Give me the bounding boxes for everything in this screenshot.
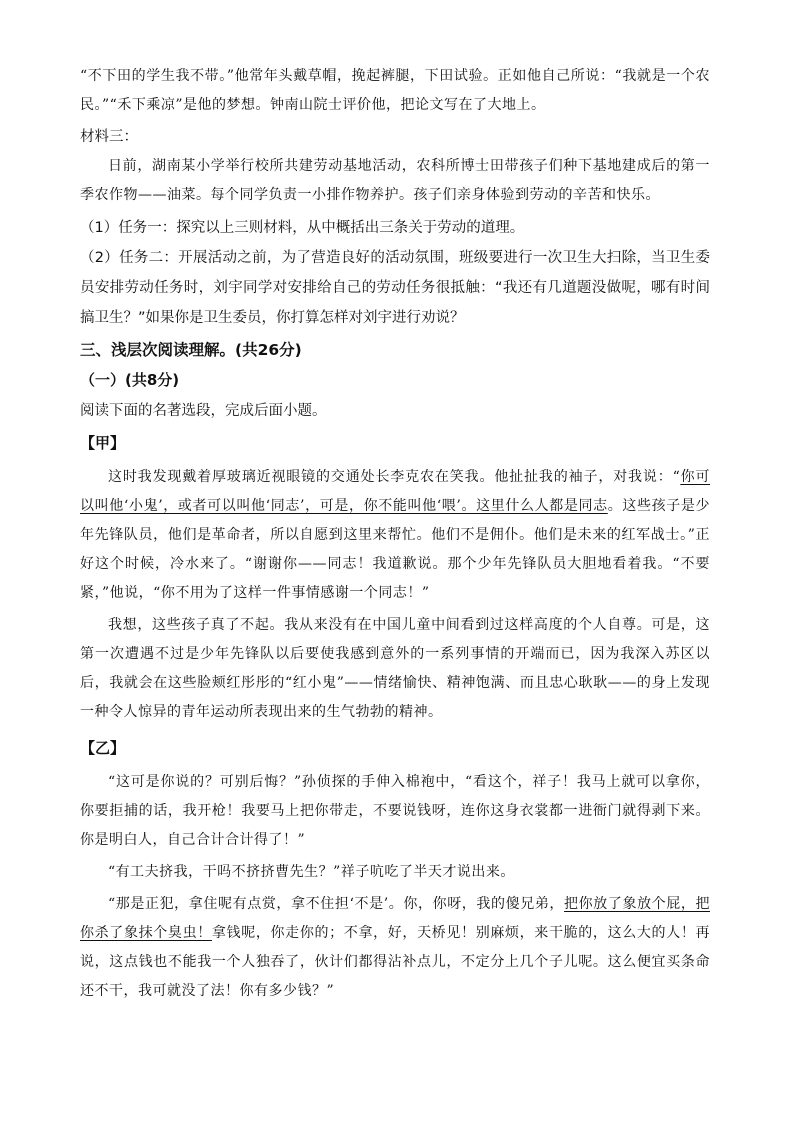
yi-text-b: 拿钱呢，你走你的；不拿，好，天桥见！别麻烦，来干脆的，这么大的人！再说，这点钱也不能我一个人独吞了，伙计们都得沾补点儿，不定分上几个子儿呢。这么便宜买条命还不干，我可就没了法！你有多少钱？” — [80, 925, 711, 999]
material-3-label: 材料三： — [80, 129, 138, 145]
task-2: （2）任务二：开展活动之前，为了营造良好的活动氛围，班级要进行一次卫生大扫除，当卫生委员安排劳动任务时，刘宇同学对安排给自己的劳动任务很抵触：“我还有几道题没做呢，哪有时间搞卫生？”如果你是卫生委员，你打算怎样对刘宇进行劝说？ — [80, 250, 710, 326]
section-3-title: 三、浅层次阅读理解。(共26分) — [80, 341, 302, 359]
paragraph-yuan-longping: “不下田的学生我不带。”他常年头戴草帽，挽起裤腿，下田试验。正如他自己所说：“我就是一个农民。”“禾下乘凉”是他的梦想。钟南山院士评价他，把论文写在了大地上。 — [80, 68, 710, 113]
excerpt-yi-paragraph-2: “有工夫挤我，干吗不挤挤曹先生？”祥子吭吃了半天才说出来。 — [108, 864, 515, 880]
excerpt-yi-paragraph-1: “这可是你说的？可别后悔？”孙侦探的手伸入棉袍中，“看这个，祥子！我马上就可以拿你，你要拒捕的话，我开枪！我要马上把你带走，不要说钱呀，连你这身衣裳都一进衙门就得剥下来。你是明白人，自己合计合计得了！” — [80, 774, 710, 848]
subsection-1-title: （一）(共8分) — [80, 371, 180, 389]
excerpt-yi-paragraph-3 — [80, 890, 710, 1006]
excerpt-jia-paragraph-1 — [80, 463, 710, 608]
jia-text-a: 这时我发现戴着厚玻璃近视眼镜的交通处长李克农在笑我。他扯扯我的袖子，对我说：“ — [108, 469, 681, 485]
yi-text-a: “那是正犯，拿住呢有点赏，拿不住担‘不是’。你，你呀，我的傻兄弟， — [108, 896, 565, 912]
task-1: （1）任务一：探究以上三则材料，从中概括出三条关于劳动的道理。 — [80, 220, 525, 236]
jia-text-b: 。这些孩子是少年先锋队员，他们是革命者，所以自愿到这里来帮忙。他们不是佣仆。他们是未来的红军战士。”正好这个时候，冷水来了。“谢谢你——同志！我道歉说。那个少年先锋队员大胆地看着我。“不要紧，”他说，“你不用为了这样一件事情感谢一个同志！” — [80, 498, 711, 601]
yi-underlined-sentence: 把你放了象放个屁，把你杀了象抹个臭虫！ — [80, 896, 710, 941]
excerpt-jia-label: 【甲】 — [80, 434, 126, 452]
reading-instruction: 阅读下面的名著选段，完成后面小题。 — [80, 403, 327, 419]
excerpt-jia-paragraph-2: 我想，这些孩子真了不起。我从来没有在中国儿童中间看到过这样高度的个人自尊。可是，这第一次遭遇不过是少年先锋队以后要使我感到意外的一系列事情的开端而已，因为我深入苏区以后，我就会在这些脸颊红彤彤的“红小鬼”——情绪愉快、精神饱满、而且忠心耿耿——的身上发现一种令人惊异的青年运动所表现出来的生气勃勃的精神。 — [80, 617, 710, 720]
material-3-text: 日前，湖南某小学举行校所共建劳动基地活动，农科所博士田带孩子们种下基地建成后的第一季农作物——油菜。每个同学负责一小排作物养护。孩子们亲身体验到劳动的辛苦和快乐。 — [80, 158, 710, 203]
jia-underlined-sentence: 你可以叫他‘小鬼’，或者可以叫他‘同志’，可是，你不能叫他‘喂’。这里什么人都是同志 — [80, 469, 710, 514]
excerpt-yi-label: 【乙】 — [80, 739, 126, 757]
